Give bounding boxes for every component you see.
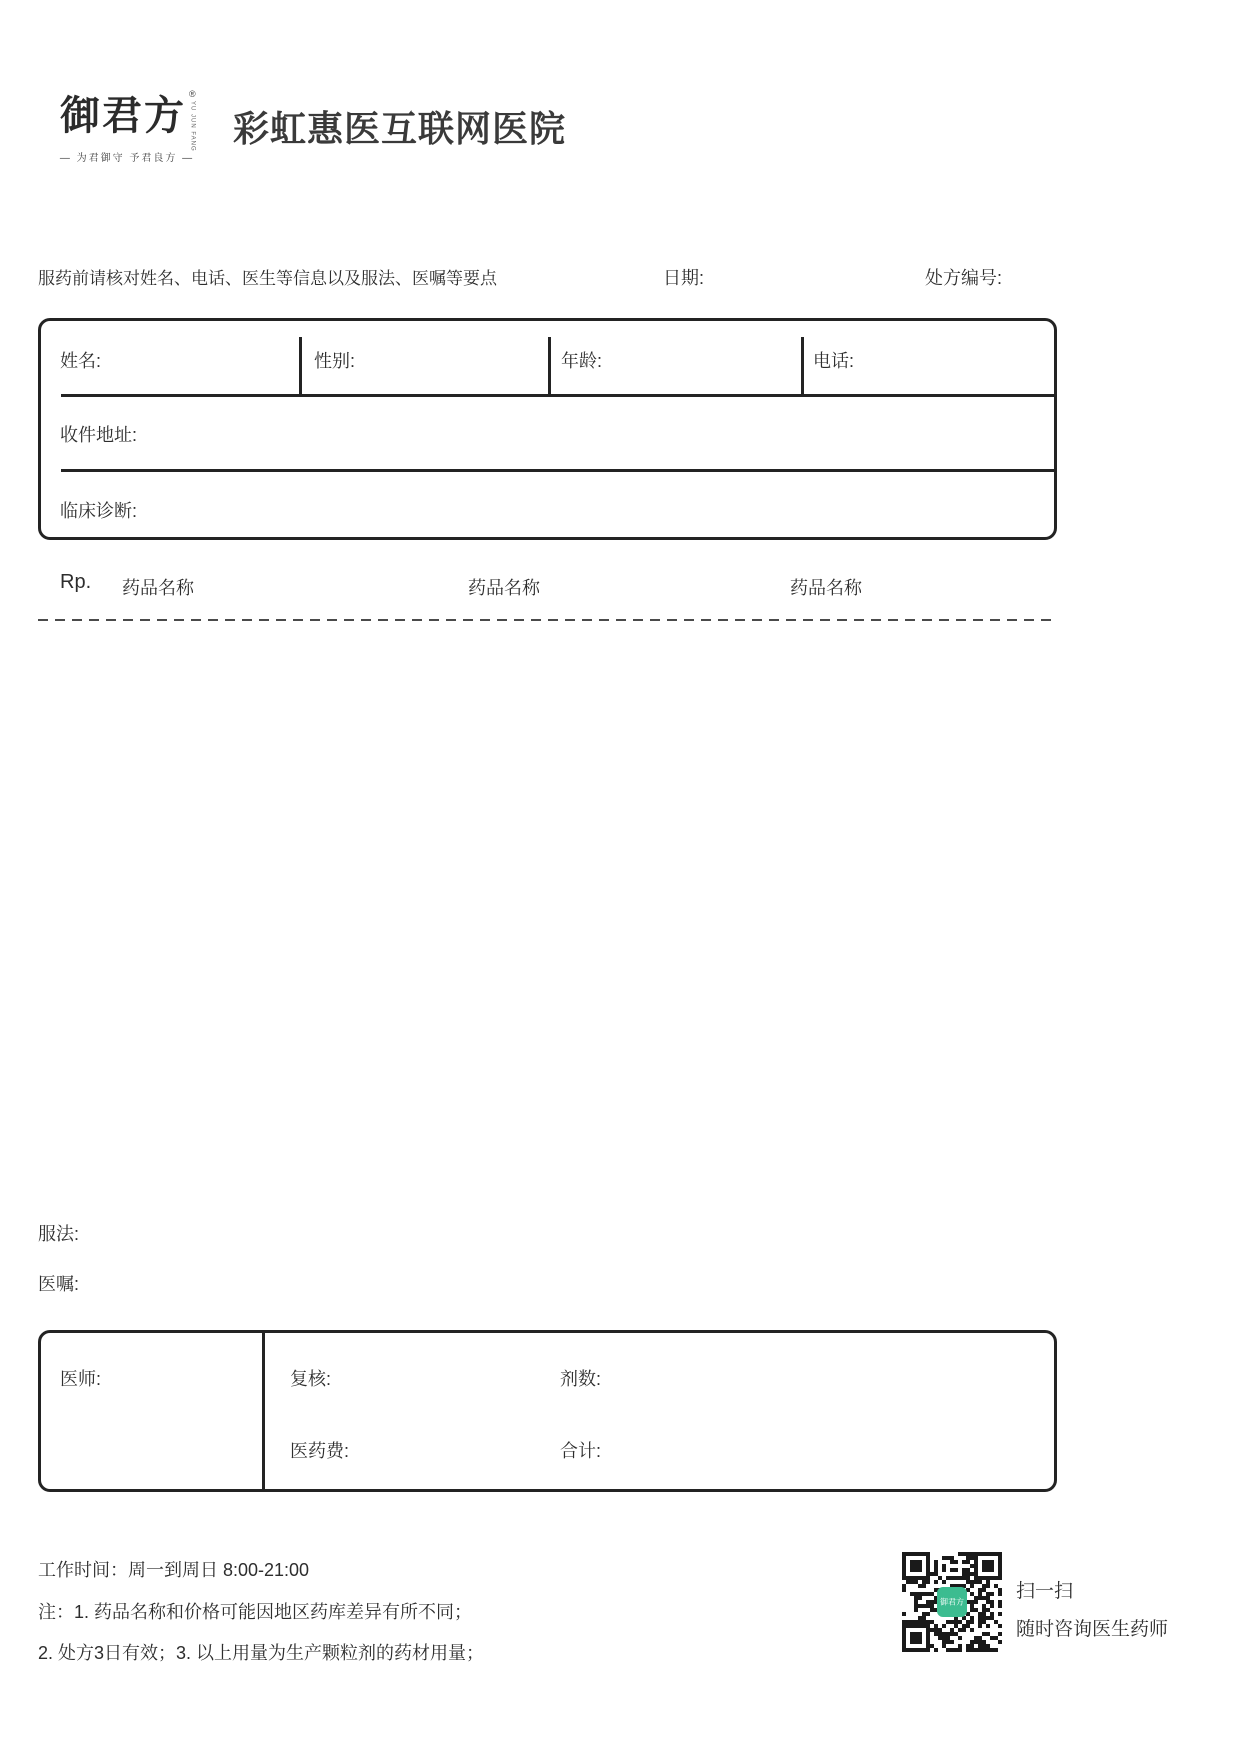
patient-phone-label: 电话: <box>813 351 855 371</box>
usage-method-label: 服法: <box>38 1224 80 1244</box>
rx-number-label: 处方编号: <box>925 268 1003 288</box>
check-reminder-text: 服药前请核对姓名、电话、医生等信息以及服法、医嘱等要点 <box>38 269 497 288</box>
row-divider <box>61 394 1054 397</box>
scan-caption-line1: 扫一扫 <box>1016 1581 1074 1602</box>
column-divider <box>299 337 302 396</box>
logo-side <box>189 90 196 152</box>
footer-note-line2: 2. 处方3日有效；3. 以上用量为生产颗粒剂的药材用量； <box>38 1643 485 1663</box>
doses-label: 剂数: <box>560 1369 602 1389</box>
rp-label: Rp. <box>60 571 92 593</box>
dashed-separator <box>38 619 1057 621</box>
reviewer-label: 复核: <box>290 1369 332 1389</box>
qr-code <box>902 1552 1002 1652</box>
column-divider <box>801 337 804 396</box>
patient-name-label: 姓名: <box>60 351 102 371</box>
medicine-fee-label: 医药费: <box>290 1441 350 1461</box>
brand-tagline: — 为君御守 予君良方 — <box>59 153 195 164</box>
doctor-advice-label: 医嘱: <box>38 1274 80 1294</box>
column-divider <box>262 1333 265 1489</box>
signoff-box <box>38 1330 1057 1492</box>
patient-gender-label: 性别: <box>314 351 356 371</box>
working-hours-text: 工作时间：周一到周日 8:00-21:00 <box>38 1560 310 1580</box>
hospital-title: 彩虹惠医互联网医院 <box>233 108 567 149</box>
patient-info-box <box>38 318 1057 540</box>
drug-name-column-header: 药品名称 <box>468 578 540 598</box>
registered-trademark-icon: ® <box>189 89 196 99</box>
column-divider <box>548 337 551 396</box>
logo <box>60 89 196 152</box>
footer-note-line1: 注：1. 药品名称和价格可能因地区药库差异有所不同； <box>38 1602 473 1622</box>
patient-address-label: 收件地址: <box>60 425 138 445</box>
patient-diagnosis-label: 临床诊断: <box>60 501 138 521</box>
drug-name-column-header: 药品名称 <box>790 578 862 598</box>
logo-text: 御君方 <box>60 92 186 139</box>
total-label: 合计: <box>560 1441 602 1461</box>
physician-label: 医师: <box>60 1369 102 1389</box>
drug-name-column-header: 药品名称 <box>122 578 194 598</box>
row-divider <box>61 469 1054 472</box>
patient-age-label: 年龄: <box>561 351 603 371</box>
svg-text:御君方: 御君方 <box>940 1597 964 1607</box>
scan-caption-line2: 随时咨询医生药师 <box>1016 1619 1169 1640</box>
logo-vertical-text: YU JUN FANG <box>189 101 196 152</box>
date-label: 日期: <box>663 268 705 288</box>
